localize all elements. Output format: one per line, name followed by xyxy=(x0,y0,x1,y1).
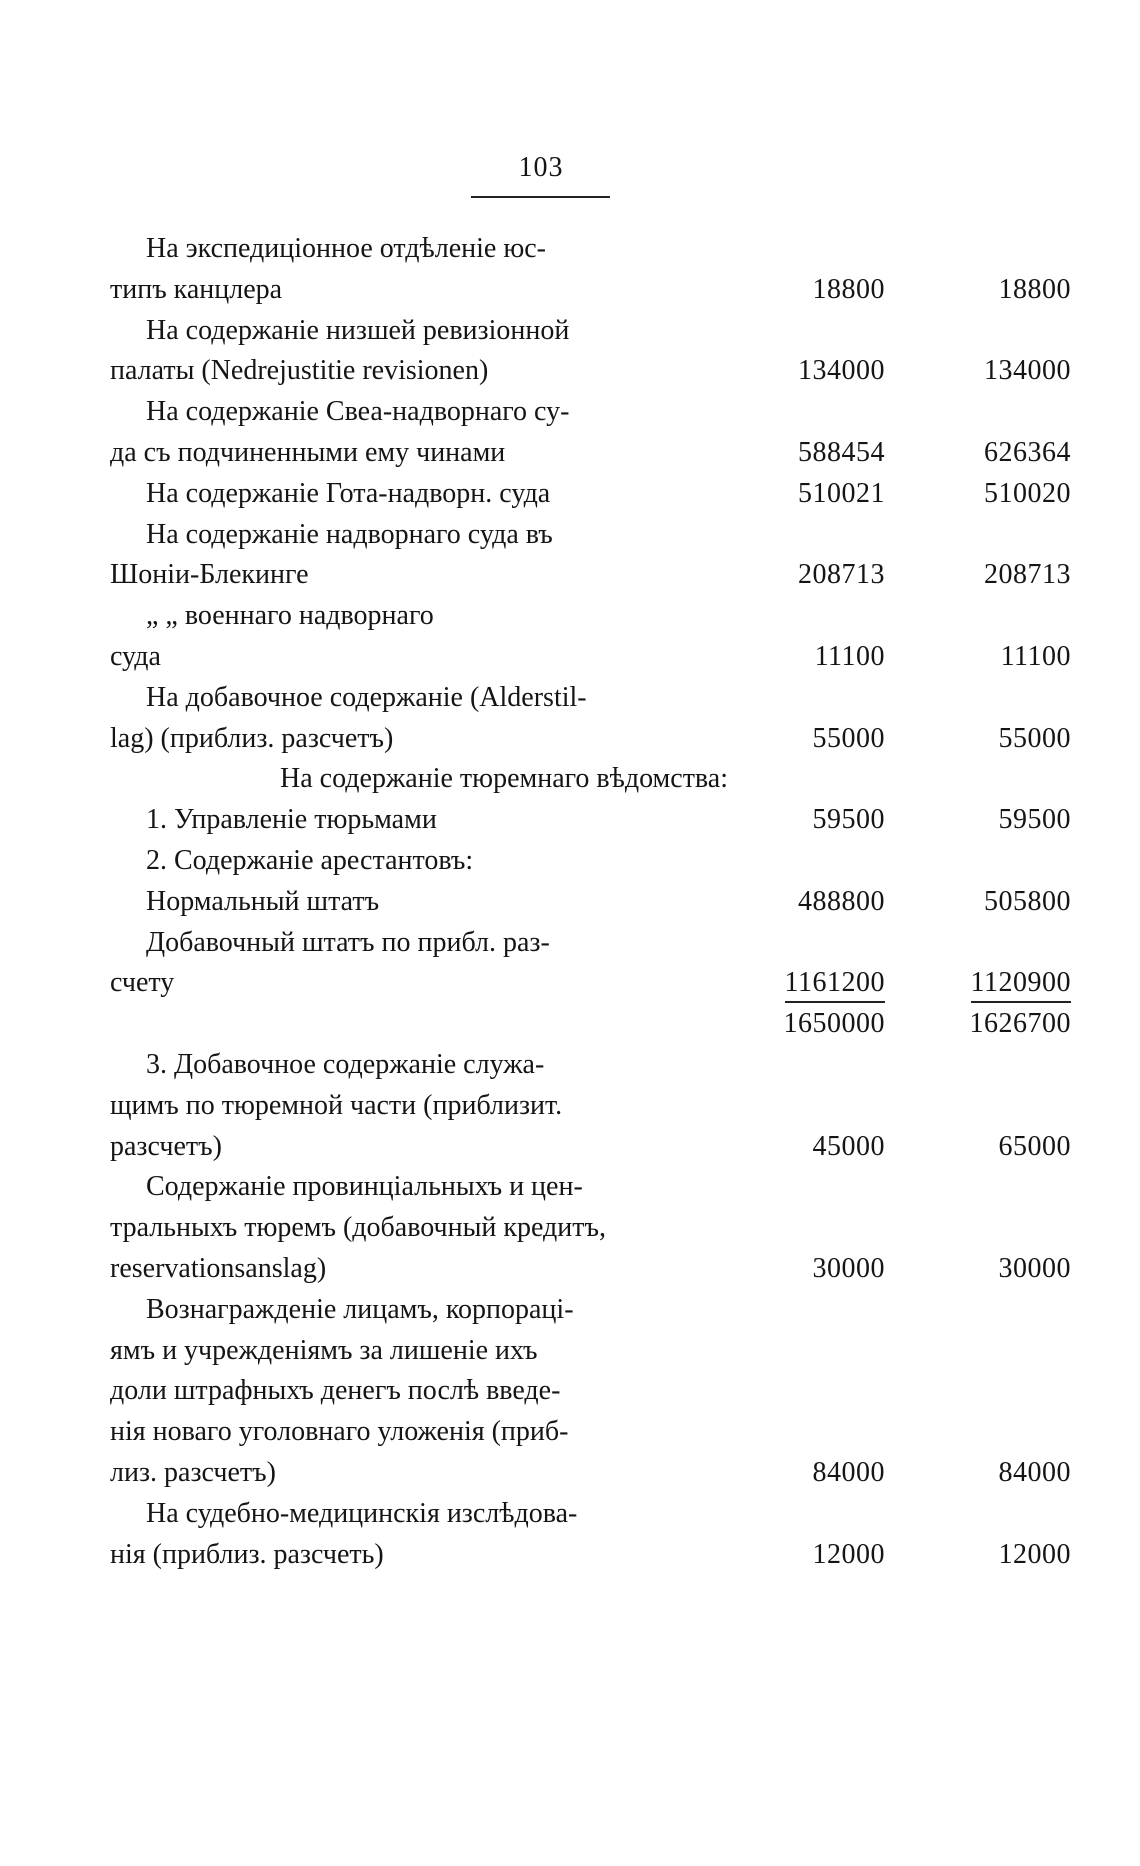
amount-value: 12000 xyxy=(998,1538,1071,1570)
entry-text: На добавочное содержаніе (Alderstil- xyxy=(146,681,587,713)
entry-text: „ „ военнаго надворнаго xyxy=(146,600,434,632)
budget-entry xyxy=(110,923,1071,1005)
amount-column-1 xyxy=(655,474,885,515)
entry-text: лиз. разсчетъ) xyxy=(110,1456,276,1488)
entry-text: да съ подчиненными ему чинами xyxy=(110,436,506,468)
entry-line xyxy=(110,229,970,270)
amount-value: 1161200 xyxy=(785,965,885,1003)
entry-text: На содержаніе низшей ревизіонной xyxy=(146,314,570,346)
budget-entry xyxy=(110,229,1071,311)
entry-text: доли штрафныхъ денегъ послѣ введе- xyxy=(110,1375,561,1407)
amount-value: 30000 xyxy=(812,1252,885,1284)
amount-value: 65000 xyxy=(998,1130,1071,1162)
entry-text: 2. Содержаніе арестантовъ: xyxy=(146,844,474,876)
amount-column-2 xyxy=(895,800,1071,841)
entry-line xyxy=(110,1371,970,1412)
amount-column-1 xyxy=(655,555,885,596)
entry-text: На содержаніе надворнаго суда въ xyxy=(146,518,553,550)
entry-line xyxy=(110,800,1071,841)
amount-column-2 xyxy=(895,351,1071,392)
amount-value: 626364 xyxy=(984,436,1071,468)
amount-value: 588454 xyxy=(798,436,885,468)
budget-entry xyxy=(110,1290,1071,1494)
amount-value: 1626700 xyxy=(969,1008,1071,1040)
amount-column-1 xyxy=(655,963,885,1004)
amount-column-1 xyxy=(655,1127,885,1168)
amount-value: 488800 xyxy=(798,885,885,917)
amount-value: 208713 xyxy=(798,559,885,591)
amount-column-2 xyxy=(895,1535,1071,1576)
budget-entry xyxy=(110,759,970,800)
entry-text: Вознагражденіе лицамъ, корпораці- xyxy=(146,1293,574,1325)
amount-column-1 xyxy=(655,433,885,474)
amount-column-1 xyxy=(655,1004,885,1045)
budget-entry xyxy=(110,800,1071,841)
entry-text: 3. Добавочное содержаніе служа- xyxy=(146,1048,545,1080)
amount-column-1 xyxy=(655,351,885,392)
amount-column-2 xyxy=(895,1453,1071,1494)
entry-line xyxy=(110,555,1071,596)
entry-text: На содержаніе Свеа-надворнаго су- xyxy=(146,396,570,428)
entry-text: щимъ по тюремной части (приблизит. xyxy=(110,1089,563,1121)
entry-text: reservationsanslag) xyxy=(110,1252,327,1284)
amount-value: 12000 xyxy=(812,1538,885,1570)
entry-text: нія новаго уголовнаго уложенія (приб- xyxy=(110,1416,569,1448)
entry-line xyxy=(110,596,970,637)
entry-text: Шоніи-Блекинге xyxy=(110,559,309,591)
entry-text: счету xyxy=(110,967,175,999)
entry-line xyxy=(110,1412,970,1453)
budget-entry xyxy=(110,882,1071,923)
amount-value: 510021 xyxy=(798,477,885,509)
amount-value: 84000 xyxy=(998,1456,1071,1488)
entry-line xyxy=(110,882,1071,923)
entry-text: типъ канцлера xyxy=(110,273,283,305)
amount-value: 510020 xyxy=(984,477,1071,509)
amount-column-1 xyxy=(655,637,885,678)
amount-value: 134000 xyxy=(984,355,1071,387)
budget-entry xyxy=(110,392,1071,474)
entry-text: суда xyxy=(110,640,161,672)
section-heading: На содержаніе тюремнаго вѣдомства: xyxy=(280,763,728,795)
amount-column-2 xyxy=(895,433,1071,474)
entry-line xyxy=(110,351,1071,392)
budget-entries xyxy=(110,229,1071,1575)
amount-value: 45000 xyxy=(812,1130,885,1162)
amount-value: 84000 xyxy=(812,1456,885,1488)
amount-value: 55000 xyxy=(812,722,885,754)
amount-column-2 xyxy=(895,1127,1071,1168)
entry-line xyxy=(110,1494,970,1535)
entry-line xyxy=(110,1249,1071,1290)
entry-text: 1. Управленіе тюрьмами xyxy=(146,804,437,836)
entry-text: На содержаніе Гота-надворн. суда xyxy=(146,477,551,509)
entry-line xyxy=(110,392,970,433)
entry-text: тральныхъ тюремъ (добавочный кредитъ, xyxy=(110,1212,607,1244)
amount-column-2 xyxy=(895,474,1071,515)
page-number-rule xyxy=(471,196,610,198)
entry-line xyxy=(110,1045,970,1086)
amount-value: 55000 xyxy=(998,722,1071,754)
budget-entry xyxy=(110,596,1071,678)
budget-entry xyxy=(110,1494,1071,1576)
amount-column-1 xyxy=(655,1249,885,1290)
amount-value: 30000 xyxy=(998,1252,1071,1284)
entry-line xyxy=(110,1535,1071,1576)
entry-line xyxy=(110,1331,970,1372)
entry-line xyxy=(110,963,1071,1004)
amount-column-2 xyxy=(895,555,1071,596)
entry-line xyxy=(110,515,970,556)
entry-line xyxy=(110,1127,1071,1168)
entry-line xyxy=(110,1208,970,1249)
amount-value: 11100 xyxy=(814,640,885,672)
amount-value: 18800 xyxy=(998,273,1071,305)
amount-column-1 xyxy=(655,1535,885,1576)
amount-value: 59500 xyxy=(812,804,885,836)
entry-line xyxy=(110,923,970,964)
amount-column-1 xyxy=(655,800,885,841)
entry-text: На экспедиціонное отдѣленіе юс- xyxy=(146,233,546,264)
entry-text: Содержаніе провинціальныхъ и цен- xyxy=(146,1171,583,1203)
budget-entry xyxy=(110,1004,1071,1045)
page-number: 103 xyxy=(518,152,564,183)
amount-column-2 xyxy=(895,963,1071,1004)
amount-value: 134000 xyxy=(798,355,885,387)
entry-line xyxy=(110,719,1071,760)
amount-value: 1650000 xyxy=(783,1008,885,1040)
entry-text: Нормальный штатъ xyxy=(146,885,380,917)
budget-entry xyxy=(110,474,1071,515)
amount-column-1 xyxy=(655,270,885,311)
entry-line xyxy=(110,759,970,800)
entry-line xyxy=(110,474,1071,515)
entry-line xyxy=(110,1167,970,1208)
amount-column-1 xyxy=(655,1453,885,1494)
entry-line xyxy=(110,270,1071,311)
entry-line xyxy=(110,637,1071,678)
entry-line xyxy=(110,841,970,882)
amount-value: 208713 xyxy=(984,559,1071,591)
amount-column-2 xyxy=(895,719,1071,760)
entry-text: lag) (приблиз. разсчетъ) xyxy=(110,722,394,754)
amount-column-2 xyxy=(895,1004,1071,1045)
amount-column-2 xyxy=(895,882,1071,923)
budget-entry xyxy=(110,515,1071,597)
amount-value: 505800 xyxy=(984,885,1071,917)
budget-entry xyxy=(110,841,970,882)
entry-text: нія (приблиз. разсчеть) xyxy=(110,1538,384,1570)
amount-value: 59500 xyxy=(998,804,1071,836)
budget-entry xyxy=(110,1167,1071,1289)
subtotal-line xyxy=(110,1004,1071,1045)
amount-column-1 xyxy=(655,719,885,760)
entry-text: палаты (Nedrejustitie revisionen) xyxy=(110,355,489,387)
amount-column-1 xyxy=(655,882,885,923)
entry-text: разсчетъ) xyxy=(110,1130,222,1162)
amount-value: 18800 xyxy=(812,273,885,305)
entry-line xyxy=(110,1086,970,1127)
amount-column-2 xyxy=(895,270,1071,311)
budget-entry xyxy=(110,678,1071,760)
entry-line xyxy=(110,311,970,352)
entry-text: ямъ и учрежденіямъ за лишеніе ихъ xyxy=(110,1334,538,1366)
entry-line xyxy=(110,1453,1071,1494)
amount-value: 11100 xyxy=(1000,640,1071,672)
entry-text: На судебно-медицинскія изслѣдова- xyxy=(146,1497,578,1529)
entry-line xyxy=(110,433,1071,474)
entry-line xyxy=(110,678,970,719)
budget-entry xyxy=(110,311,1071,393)
amount-value: 1120900 xyxy=(971,965,1071,1003)
budget-entry xyxy=(110,1045,1071,1167)
amount-column-2 xyxy=(895,637,1071,678)
entry-text: Добавочный штатъ по прибл. раз- xyxy=(146,926,550,958)
amount-column-2 xyxy=(895,1249,1071,1290)
entry-line xyxy=(110,1290,970,1331)
